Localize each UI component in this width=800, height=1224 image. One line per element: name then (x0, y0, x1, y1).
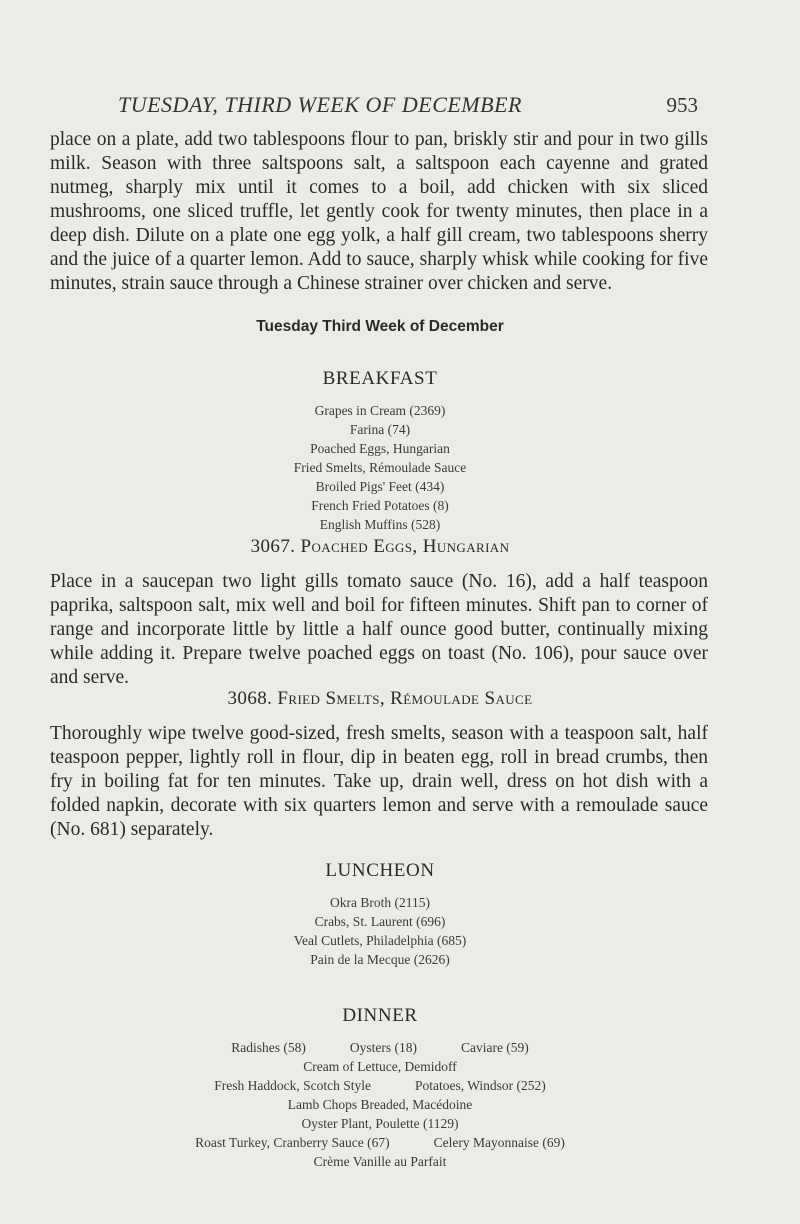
menu-item: Caviare (59) (460, 1040, 529, 1055)
menu-item: Potatoes, Windsor (252) (414, 1078, 546, 1093)
recipe-text: Thoroughly wipe twelve good-sized, fresh smelts, season with a teaspoon salt, half teaspoon pepper, lightly roll in flour, dip in beaten egg, roll in bread crumbs, then fry in boiling fat for ten minutes. Take up, drain well, dress on hot dish with a folded napkin, decorate with six quarters lemon and serve with a remoulade sauce (No. 681) separately. (50, 723, 708, 840)
menu-row (0, 1076, 760, 1095)
menu-item: Crabs, St. Laurent (696) (314, 914, 446, 929)
menu-item: Farina (74) (349, 422, 411, 437)
recipe-text: Place in a saucepan two light gills tomato sauce (No. 16), add a half teaspoon paprika, saltspoon salt, mix well and boil for fifteen minutes. Shift pan to corner of range and incorporate little by little a half ounce good butter, continually mixing while adding it. Prepare twelve poached eggs on toast (No. 106), pour sauce over and serve. (50, 571, 708, 688)
dinner-menu (0, 1038, 760, 1171)
intro-paragraph: place on a plate, add two tablespoons flour to pan, briskly stir and pour in two gills milk. Season with three saltspoons salt, a saltspoon each cayenne and grated nutmeg, sharply mix until it comes to a boil, add chicken with six sliced mushrooms, one sliced truffle, let gently cook for twenty minutes, then place in a deep dish. Dilute on a plate one egg yolk, a half gill cream, two tablespoons sherry and the juice of a quarter lemon. Add to sauce, sharply whisk while cooking for five minutes, strain sauce through a Chinese strainer over chicken and serve. (50, 129, 708, 294)
day-heading: Tuesday Third Week of December (256, 318, 504, 335)
luncheon-menu (0, 893, 760, 969)
menu-item: English Muffins (528) (319, 517, 441, 532)
menu-item: Oyster Plant, Poulette (1129) (301, 1116, 459, 1131)
breakfast-heading: BREAKFAST (322, 368, 438, 389)
breakfast-menu (0, 401, 760, 534)
menu-item: French Fried Potatoes (8) (311, 498, 449, 513)
menu-item: Crème Vanille au Parfait (313, 1154, 447, 1169)
running-title: TUESDAY, THIRD WEEK OF DECEMBER (118, 92, 522, 117)
menu-item: Broiled Pigs' Feet (434) (315, 479, 445, 494)
page-number: 953 (666, 93, 698, 117)
menu-row (0, 1133, 760, 1152)
menu-item: Veal Cutlets, Philadelphia (685) (293, 933, 467, 948)
menu-item: Radishes (58) (231, 1040, 306, 1055)
menu-item: Cream of Lettuce, Demidoff (303, 1059, 457, 1074)
menu-item: Pain de la Mecque (2626) (310, 952, 450, 967)
menu-row (0, 1038, 760, 1057)
menu-item: Grapes in Cream (2369) (314, 403, 446, 418)
running-head (118, 92, 698, 118)
dinner-heading: DINNER (342, 1005, 418, 1026)
menu-item: Fresh Haddock, Scotch Style (214, 1078, 371, 1093)
luncheon-heading: LUNCHEON (325, 860, 435, 881)
recipe-title: 3068. Fried Smelts, Rémoulade Sauce (227, 688, 533, 709)
menu-item: Fried Smelts, Rémoulade Sauce (293, 460, 467, 475)
menu-item: Okra Broth (2115) (330, 895, 430, 910)
menu-item: Roast Turkey, Cranberry Sauce (67) (195, 1135, 390, 1150)
recipe-title: 3067. Poached Eggs, Hungarian (250, 536, 510, 557)
menu-item: Celery Mayonnaise (69) (433, 1135, 565, 1150)
menu-item: Oysters (18) (349, 1040, 417, 1055)
menu-item: Poached Eggs, Hungarian (310, 441, 450, 456)
menu-item: Lamb Chops Breaded, Macédoine (287, 1097, 473, 1112)
